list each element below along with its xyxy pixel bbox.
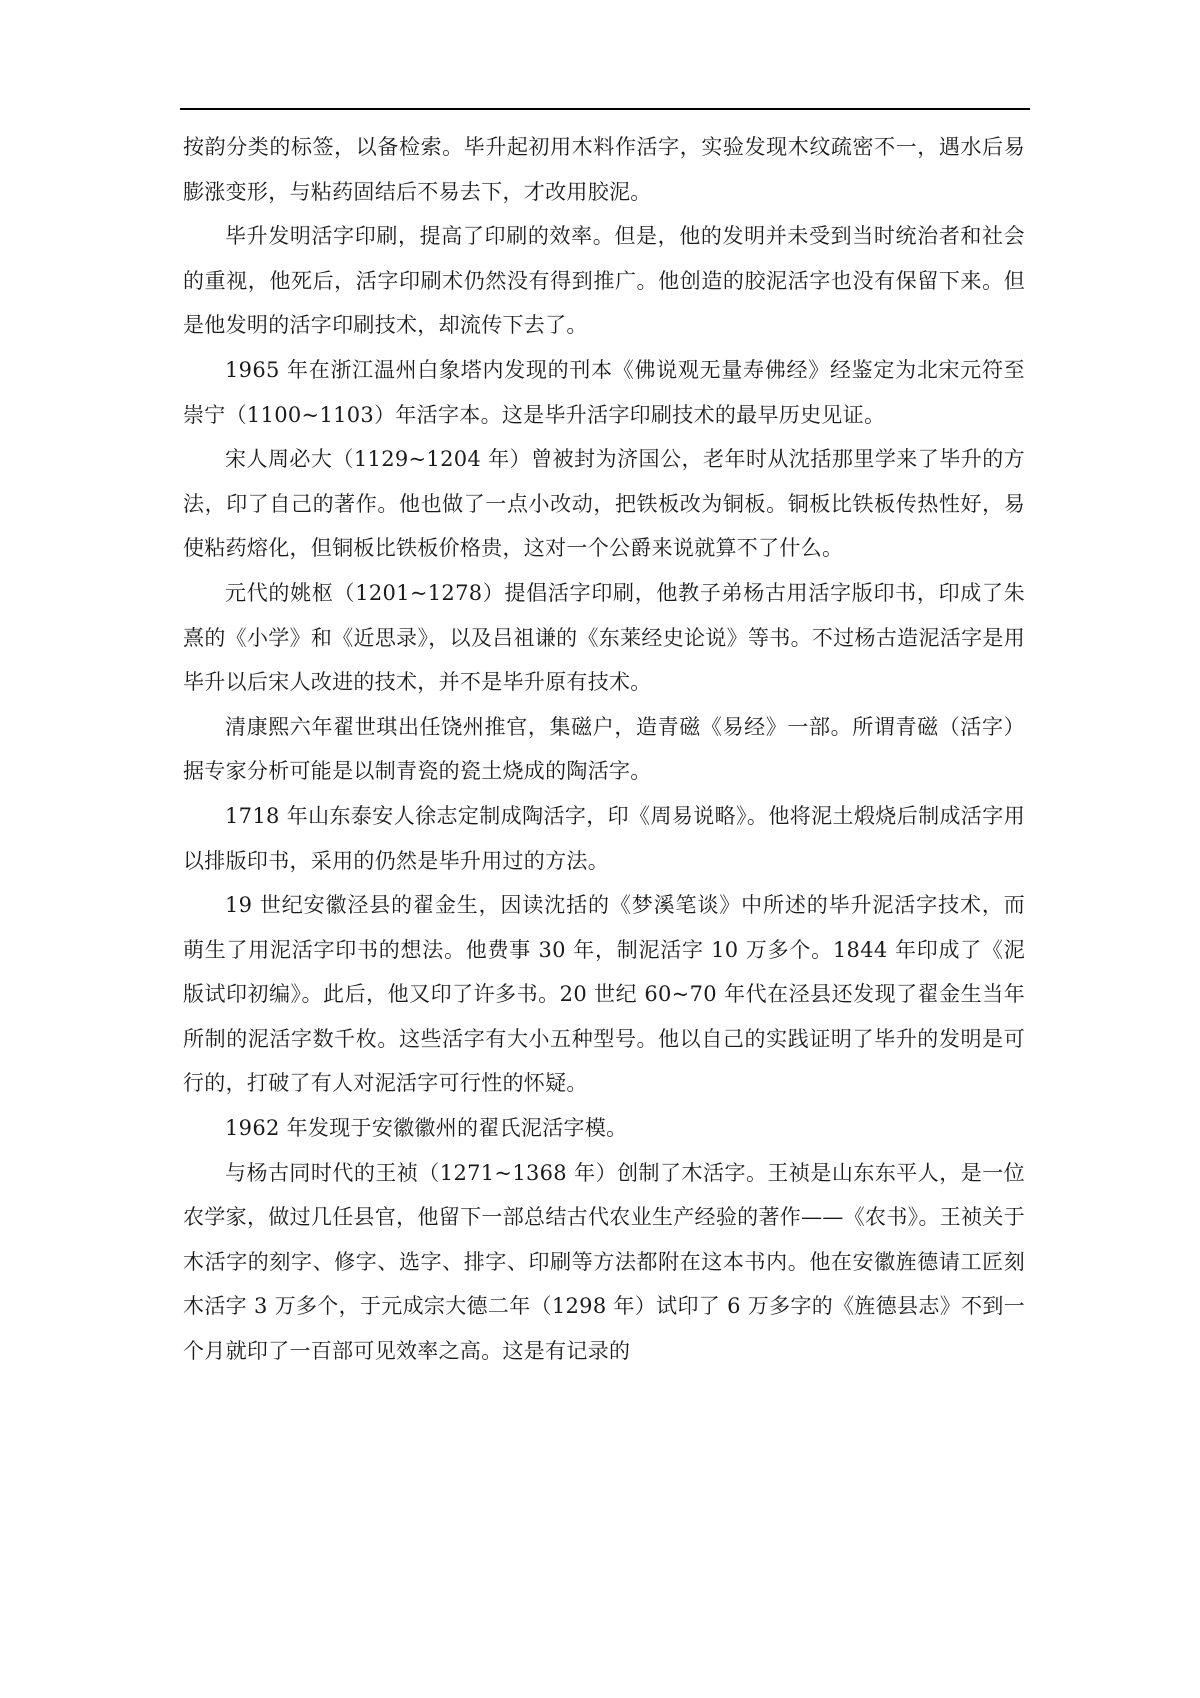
paragraph-10: 与杨古同时代的王祯（1271~1368 年）创制了木活字。王祯是山东东平人，是一位农学家，做过几任县官，他留下一部总结古代农业生产经验的著作——《农书》。王祯关于木活字的刻字、修字、选字、排字、印刷等方法都附在这本书内。他在安徽旌德请工匠刻木活字 3 万多个，于元成宗大德二年（1298 年）试印了 6 万多字的《旌德县志》不到一个月就印了一百部可见效率之高。这是有记录的 xyxy=(183,1160,1025,1364)
paragraph-2: 毕升发明活字印刷，提高了印刷的效率。但是，他的发明并未受到当时统治者和社会的重视，他死后，活字印刷术仍然没有得到推广。他创造的胶泥活字也没有保留下来。但是他发明的活字印刷技术，却流传下去了。 xyxy=(183,224,1025,338)
paragraph-6: 清康熙六年翟世琪出任饶州推官，集磁户，造青磁《易经》一部。所谓青磁（活字）据专家分析可能是以制青瓷的瓷土烧成的陶活字。 xyxy=(183,714,1025,784)
header-rule xyxy=(180,108,1030,110)
paragraph-7: 1718 年山东泰安人徐志定制成陶活字，印《周易说略》。他将泥土煅烧后制成活字用以排版印书，采用的仍然是毕升用过的方法。 xyxy=(183,803,1025,873)
paragraph-8: 19 世纪安徽泾县的翟金生，因读沈括的《梦溪笔谈》中所述的毕升泥活字技术，而萌生了用泥活字印书的想法。他费事 30 年，制泥活字 10 万多个。1844 年印成了《泥版试印初编》。此后，他又印了许多书。20 世纪 60~70 年代在泾县还发现了翟金生当年所制的泥活字数千枚。这些活字有大小五种型号。他以自己的实践证明了毕升的发明是可行的，打破了有人对泥活字可行性的怀疑。 xyxy=(183,893,1025,1096)
paragraph-9: 1962 年发现于安徽徽州的翟氏泥活字模。 xyxy=(225,1116,628,1141)
paragraph-3: 1965 年在浙江温州白象塔内发现的刊本《佛说观无量寿佛经》经鉴定为北宋元符至崇宁（1100~1103）年活字本。这是毕升活字印刷技术的最早历史见证。 xyxy=(183,357,1025,427)
paragraph-1: 按韵分类的标签，以备检索。毕升起初用木料作活字，实验发现木纹疏密不一，遇水后易膨涨变形，与粘药固结后不易去下，才改用胶泥。 xyxy=(183,135,1025,204)
document-body xyxy=(183,125,1025,1374)
paragraph-5: 元代的姚枢（1201~1278）提倡活字印刷，他教子弟杨古用活字版印书，印成了朱熹的《小学》和《近思录》，以及吕祖谦的《东莱经史论说》等书。不过杨古造泥活字是用毕升以后宋人改进的技术，并不是毕升原有技术。 xyxy=(183,580,1025,695)
paragraph-4: 宋人周必大（1129~1204 年）曾被封为济国公，老年时从沈括那里学来了毕升的方法，印了自己的著作。他也做了一点小改动，把铁板改为铜板。铜板比铁板传热性好，易使粘药熔化，但铜板比铁板价格贵，这对一个公爵来说就算不了什么。 xyxy=(183,447,1025,561)
